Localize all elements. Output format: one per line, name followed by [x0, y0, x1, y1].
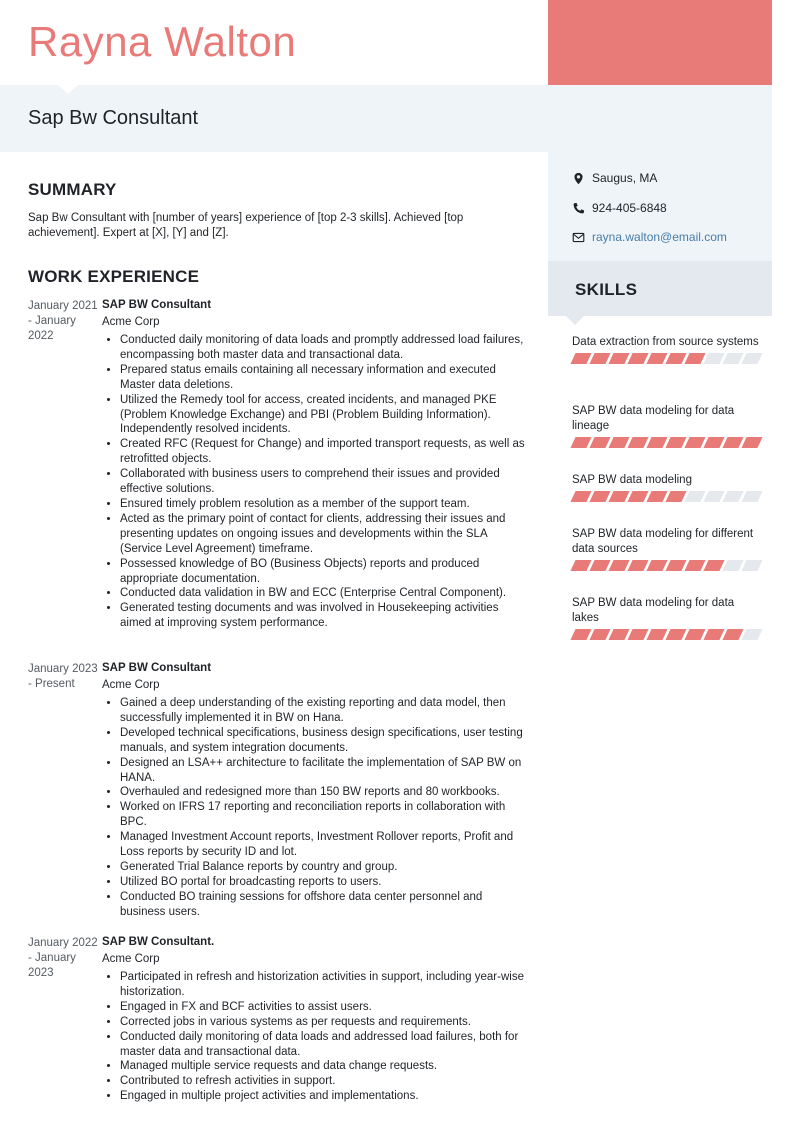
job-bullet: • Ensured timely problem resolution as a member of the support team.	[120, 497, 530, 512]
skill-name: SAP BW data modeling	[572, 474, 692, 486]
job-company: Acme Corp	[102, 316, 160, 328]
phone-text: 924-405-6848	[592, 201, 667, 215]
skill-rating-segment	[741, 437, 762, 448]
skill-rating-segment	[722, 629, 743, 640]
job-bullet: • Created RFC (Request for Change) and imported transport requests, as well as retrofitted objects.	[120, 437, 530, 467]
location-pin-icon	[572, 172, 585, 185]
job-bullets	[120, 333, 530, 631]
header-accent-block	[548, 0, 772, 85]
skill-rating-bar	[572, 560, 762, 571]
job-dates: January 2021 - January 2022	[28, 300, 98, 343]
job-bullet: • Managed multiple service requests and data change requests.	[120, 1059, 530, 1074]
skills-panel	[548, 261, 772, 1128]
skill-rating-segment	[608, 437, 629, 448]
skill-rating-segment	[608, 353, 629, 364]
skill-rating-segment	[589, 629, 610, 640]
contact-email[interactable]	[572, 230, 727, 244]
job-bullet: • Conducted daily monitoring of data loads and promptly addressed load failures, encompassing both master data and transactional data.	[120, 333, 530, 363]
skill-rating-segment	[627, 629, 648, 640]
skill-rating-segment	[589, 437, 610, 448]
skill-rating-segment	[627, 560, 648, 571]
skill-name: SAP BW data modeling for data lakes	[572, 597, 735, 624]
skill-rating-segment	[722, 437, 743, 448]
skill-rating-segment	[589, 491, 610, 502]
skill-item	[572, 335, 762, 364]
job-role: SAP BW Consultant	[102, 662, 212, 674]
skill-rating-bar	[572, 629, 762, 640]
skills-header	[548, 261, 772, 316]
skill-rating-segment	[627, 353, 648, 364]
job-role: SAP BW Consultant	[102, 299, 212, 311]
summary-text: Sap Bw Consultant with [number of years] experience of [top 2-3 skills]. Achieved [top achievement]. Expert at [X], [Y] and [Z].	[28, 212, 464, 239]
skill-rating-segment	[608, 491, 629, 502]
skill-rating-segment	[608, 629, 629, 640]
summary-heading: SUMMARY	[28, 180, 117, 199]
skill-rating-segment	[570, 491, 591, 502]
job-bullet: • Overhauled and redesigned more than 150 BW reports and 80 workbooks.	[120, 785, 530, 800]
job-bullets	[120, 696, 530, 920]
skill-rating-segment	[646, 560, 667, 571]
job-bullet: • Participated in refresh and historization activities in support, including year-wise historization.	[120, 970, 530, 1000]
job-bullet: • Gained a deep understanding of the existing reporting and data model, then successfully implemented it in BW on Hana.	[120, 696, 530, 726]
skills-notch	[566, 316, 584, 325]
job-bullet: • Collaborated with business users to comprehend their issues and provided effective solutions.	[120, 467, 530, 497]
skill-rating-segment	[722, 491, 743, 502]
job-bullet: • Managed Investment Account reports, Investment Rollover reports, Profit and Loss reports by security ID and lot.	[120, 830, 530, 860]
job-bullet: • Conducted BO training sessions for offshore data center personnel and business users.	[120, 890, 530, 920]
job-dates: January 2022 - January 2023	[28, 937, 98, 980]
title-band	[0, 85, 548, 152]
skill-rating-segment	[741, 629, 762, 640]
skill-rating-segment	[684, 629, 705, 640]
skill-rating-segment	[570, 437, 591, 448]
candidate-name: Rayna Walton	[28, 18, 297, 65]
job-bullet: • Engaged in multiple project activities and implementations.	[120, 1089, 530, 1104]
skill-rating-segment	[627, 491, 648, 502]
skill-rating-segment	[608, 560, 629, 571]
job-bullet: • Conducted daily monitoring of data loads and addressed load failures, both for master data and transactional data.	[120, 1030, 530, 1060]
location-text: Saugus, MA	[592, 171, 658, 185]
skill-item	[572, 527, 762, 571]
job-bullet: • Worked on IFRS 17 reporting and reconciliation reports in collaboration with BPC.	[120, 800, 530, 830]
job-bullets	[120, 970, 530, 1104]
skill-rating-segment	[703, 560, 724, 571]
skill-rating-segment	[646, 437, 667, 448]
skill-rating-segment	[741, 491, 762, 502]
skill-rating-segment	[627, 437, 648, 448]
skill-rating-segment	[722, 560, 743, 571]
skill-rating-segment	[646, 353, 667, 364]
skill-rating-segment	[703, 437, 724, 448]
skill-rating-segment	[646, 629, 667, 640]
skills-heading: SKILLS	[575, 280, 638, 299]
contact-location	[572, 171, 657, 185]
skill-rating-segment	[684, 560, 705, 571]
email-link[interactable]: rayna.walton@email.com	[592, 230, 727, 244]
skill-rating-segment	[570, 353, 591, 364]
skill-rating-segment	[589, 560, 610, 571]
skill-rating-segment	[665, 629, 686, 640]
job-bullet: • Utilized BO portal for broadcasting reports to users.	[120, 875, 530, 890]
envelope-icon	[572, 231, 585, 244]
skill-rating-segment	[741, 560, 762, 571]
skill-rating-segment	[646, 491, 667, 502]
skill-rating-segment	[703, 353, 724, 364]
job-bullet: • Developed technical specifications, business design specifications, user testing manuals, and system integration documents.	[120, 726, 530, 756]
skill-rating-segment	[589, 353, 610, 364]
contact-phone	[572, 201, 667, 215]
job-bullet: • Generated testing documents and was involved in Housekeeping activities aimed at improving system performance.	[120, 601, 530, 631]
job-title: Sap Bw Consultant	[28, 107, 199, 129]
skill-rating-segment	[703, 629, 724, 640]
skill-rating-segment	[665, 437, 686, 448]
job-company: Acme Corp	[102, 679, 160, 691]
experience-heading: WORK EXPERIENCE	[28, 267, 200, 286]
job-bullet: • Utilized the Remedy tool for access, created incidents, and managed PKE (Problem Knowledge Exchange) and PBI (Problem Building Information). Independently resolved incidents.	[120, 393, 530, 438]
skill-item	[572, 473, 762, 502]
job-bullet: • Generated Trial Balance reports by country and group.	[120, 860, 530, 875]
job-dates: January 2023 - Present	[28, 663, 98, 691]
job-bullet: • Designed an LSA++ architecture to facilitate the implementation of SAP BW on HANA.	[120, 756, 530, 786]
skill-item	[572, 404, 762, 448]
skill-rating-bar	[572, 437, 762, 448]
job-bullet: • Contributed to refresh activities in support.	[120, 1074, 530, 1089]
skill-rating-segment	[570, 560, 591, 571]
job-bullet: • Corrected jobs in various systems as per requests and requirements.	[120, 1015, 530, 1030]
job-role: SAP BW Consultant.	[102, 936, 215, 948]
phone-icon	[572, 202, 585, 215]
job-bullet: • Engaged in FX and BCF activities to assist users.	[120, 1000, 530, 1015]
skill-name: SAP BW data modeling for data lineage	[572, 405, 735, 432]
job-bullet: • Acted as the primary point of contact for clients, addressing their issues and presenting updates on ongoing issues and developments within the SLA (Service Level Agreement) timeframe.	[120, 512, 530, 557]
skill-name: SAP BW data modeling for different data sources	[572, 528, 754, 555]
title-notch	[58, 85, 78, 94]
skill-rating-segment	[665, 491, 686, 502]
job-bullet: • Possessed knowledge of BO (Business Objects) reports and produced appropriate documentation.	[120, 557, 530, 587]
skill-rating-segment	[703, 491, 724, 502]
skill-rating-segment	[684, 353, 705, 364]
skill-rating-segment	[684, 491, 705, 502]
skill-item	[572, 596, 762, 640]
skill-rating-bar	[572, 491, 762, 502]
job-bullet: • Conducted data validation in BW and ECC (Enterprise Central Component).	[120, 586, 530, 601]
skill-rating-segment	[722, 353, 743, 364]
skill-rating-segment	[665, 353, 686, 364]
skill-rating-segment	[665, 560, 686, 571]
job-bullet: • Prepared status emails containing all necessary information and executed Master data deletions.	[120, 363, 530, 393]
job-company: Acme Corp	[102, 953, 160, 965]
skill-name: Data extraction from source systems	[572, 336, 759, 348]
skill-rating-segment	[741, 353, 762, 364]
skill-rating-bar	[572, 353, 762, 364]
skill-rating-segment	[570, 629, 591, 640]
skill-rating-segment	[684, 437, 705, 448]
